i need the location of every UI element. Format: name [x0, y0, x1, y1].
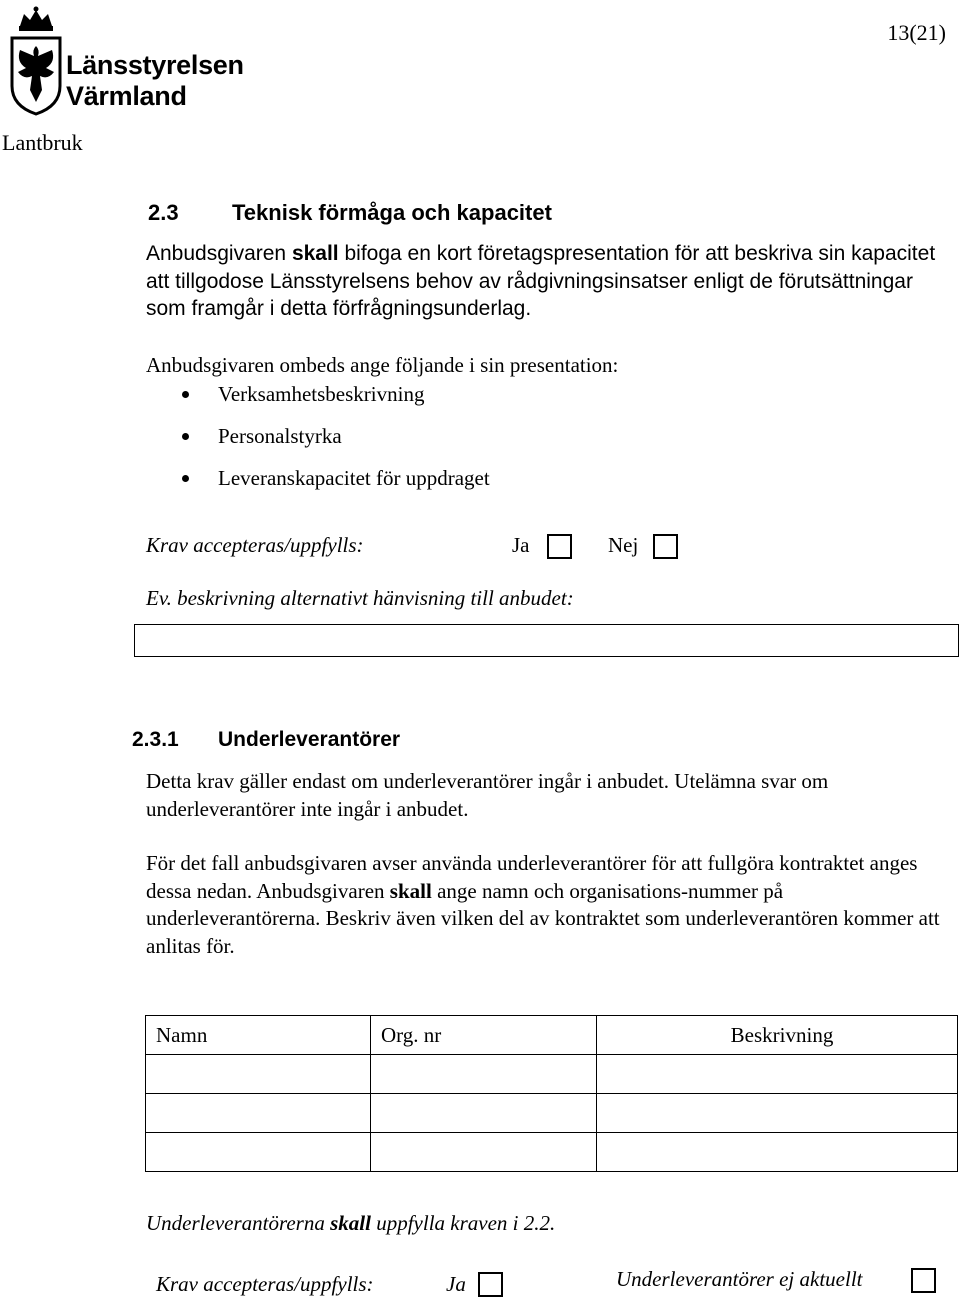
- org-name-line2: Värmland: [66, 81, 187, 111]
- subsection-number: 2.3.1: [132, 728, 179, 751]
- list-item: Verksamhetsbeskrivning: [146, 380, 490, 422]
- table-row: [146, 1055, 958, 1094]
- section-title: Teknisk förmåga och kapacitet: [232, 200, 552, 225]
- section-paragraph-1: Anbudsgivaren skall bifoga en kort företagspresentation för att beskriva sin kapacitet att tillgodose Länsstyrelsens behov av rådgivningsinsatser enligt de förutsättningar som framgår i detta förfrågningsunderlag.: [146, 242, 936, 320]
- presentation-bullet-list: [146, 380, 490, 506]
- list-item: Leveranskapacitet för uppdraget: [146, 464, 490, 506]
- table-cell-beskrivning[interactable]: [597, 1094, 958, 1133]
- column-header-org-nr: Org. nr: [371, 1016, 597, 1055]
- krav-label-2: Krav accepteras/uppfylls:: [156, 1272, 374, 1296]
- not-applicable-checkbox[interactable]: [911, 1268, 936, 1293]
- nej-checkbox[interactable]: [653, 534, 678, 559]
- table-header-row: [146, 1016, 958, 1055]
- org-name-line1: Länsstyrelsen: [66, 50, 244, 80]
- column-header-namn: Namn: [146, 1016, 371, 1055]
- krav-label: Krav accepteras/uppfylls:: [146, 533, 364, 557]
- table-row: [146, 1094, 958, 1133]
- description-field[interactable]: [134, 624, 959, 657]
- section-number: 2.3: [148, 200, 179, 225]
- department-label: Lantbruk: [2, 130, 83, 155]
- table-cell-namn[interactable]: [146, 1055, 371, 1094]
- ja-checkbox[interactable]: [547, 534, 572, 559]
- table-row: [146, 1133, 958, 1172]
- list-item: Personalstyrka: [146, 422, 490, 464]
- table-cell-beskrivning[interactable]: [597, 1133, 958, 1172]
- ja-label: Ja: [512, 533, 530, 557]
- ja-checkbox-2[interactable]: [478, 1272, 503, 1297]
- section-paragraph-2: Anbudsgivaren ombeds ange följande i sin presentation:: [146, 353, 619, 377]
- ja-label-2: Ja: [446, 1272, 466, 1296]
- nej-label: Nej: [608, 533, 639, 557]
- lansstyrelsen-crest-icon: [6, 6, 66, 116]
- table-cell-beskrivning[interactable]: [597, 1055, 958, 1094]
- column-header-beskrivning: Beskrivning: [597, 1016, 958, 1055]
- not-applicable-label: Underleverantörer ej aktuellt: [616, 1267, 863, 1291]
- table-cell-namn[interactable]: [146, 1094, 371, 1133]
- table-cell-org-nr[interactable]: [371, 1094, 597, 1133]
- page-number: 13(21): [887, 20, 946, 45]
- org-name: [66, 50, 244, 112]
- subcontractor-table: [145, 1015, 958, 1172]
- subcontractor-requirement-note: Underleverantörerna skall uppfylla kraven i 2.2.: [146, 1211, 556, 1235]
- table-cell-org-nr[interactable]: [371, 1133, 597, 1172]
- subsection-paragraph-2: För det fall anbudsgivaren avser använda underleverantörer för att fullgöra kontraktet anges dessa nedan. Anbudsgivaren skall ange namn och organisations-nummer på underleverantörerna. Beskriv även vilken del av kontraktet som underleverantören kommer att anlitas för.: [146, 851, 940, 958]
- description-label: Ev. beskrivning alternativt hänvisning till anbudet:: [146, 586, 574, 610]
- table-cell-org-nr[interactable]: [371, 1055, 597, 1094]
- table-cell-namn[interactable]: [146, 1133, 371, 1172]
- subsection-paragraph-1: Detta krav gäller endast om underleverantörer ingår i anbudet. Utelämna svar om underleverantörer inte ingår i anbudet.: [146, 769, 829, 821]
- subsection-title: Underleverantörer: [218, 728, 401, 751]
